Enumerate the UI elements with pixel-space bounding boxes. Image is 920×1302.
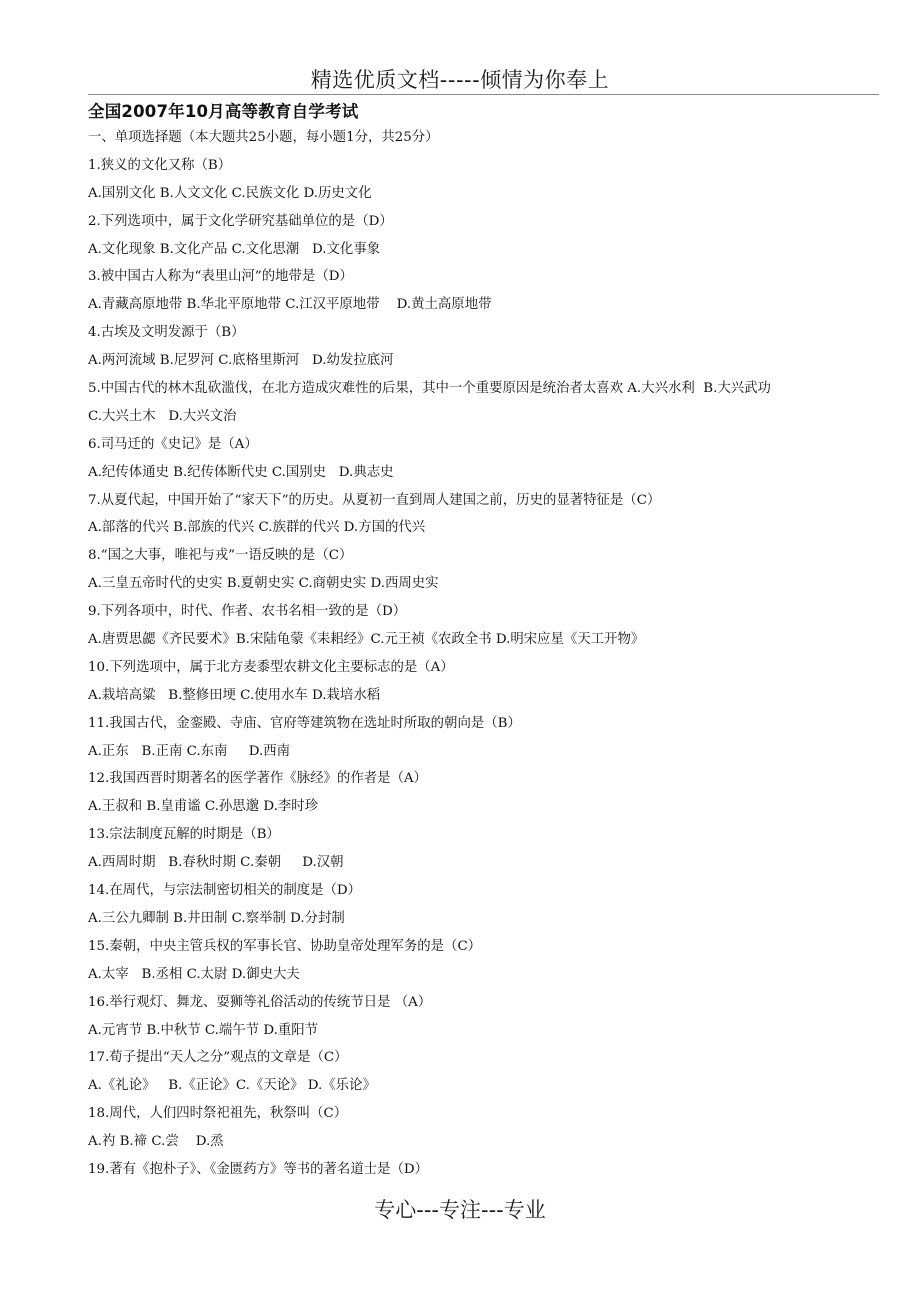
question-line: 15.秦朝，中央主管兵权的军事长官、协助皇帝处理军务的是（C）: [88, 938, 482, 954]
question-line: 2.下列选项中，属于文化学研究基础单位的是（D）: [88, 213, 393, 229]
question-line: 12.我国西晋时期著名的医学著作《脉经》的作者是（A）: [88, 771, 427, 787]
question-line: 7.从夏代起，中国开始了“家天下”的历史。从夏初一直到周人建国之前，历史的显著特征是（C）: [88, 492, 661, 508]
question-line: 5.中国古代的林木乱砍滥伐，在北方造成灾难性的后果，其中一个重要原因是统治者太喜欢 A.大兴水利 B.大兴武功: [88, 381, 771, 397]
question-line: 13.宗法制度瓦解的时期是（B）: [88, 827, 280, 843]
options-line: A.元宵节 B.中秋节 C.端午节 D.重阳节: [88, 1022, 319, 1038]
options-line: A.《礼论》 B.《正论》C.《天论》 D.《乐论》: [88, 1078, 376, 1094]
question-line: 一、单项选择题（本大题共25小题，每小题1分，共25分）: [88, 130, 439, 145]
options-line: A.栽培高粱 B.整修田埂 C.使用水车 D.栽培水稻: [88, 687, 381, 703]
options-line: A.太宰 B.丞相 C.太尉 D.御史大夫: [88, 966, 300, 982]
options-line: A.西周时期 B.春秋时期 C.秦朝 D.汉朝: [88, 855, 344, 871]
question-line: 10.下列选项中，属于北方麦黍型农耕文化主要标志的是（A）: [88, 659, 454, 675]
options-line: A.纪传体通史 B.纪传体断代史 C.国别史 D.典志史: [88, 464, 394, 480]
options-line: A.文化现象 B.文化产品 C.文化思潮 D.文化事象: [88, 241, 381, 257]
options-line: A.两河流域 B.尼罗河 C.底格里斯河 D.幼发拉底河: [88, 353, 394, 369]
question-line: 4.古埃及文明发源于（B）: [88, 325, 245, 341]
options-line: A.部落的代兴 B.部族的代兴 C.族群的代兴 D.方国的代兴: [88, 520, 426, 536]
question-line: 11.我国古代，金銮殿、寺庙、官府等建筑物在选址时所取的朝向是（B）: [88, 715, 521, 731]
options-line: A.王叔和 B.皇甫谧 C.孙思邈 D.李时珍: [88, 799, 319, 815]
question-line: 6.司马迁的《史记》是（A）: [88, 436, 258, 452]
question-line: 1.狭义的文化又称（B）: [88, 157, 232, 173]
question-line: 16.举行观灯、舞龙、耍狮等礼俗活动的传统节日是 （A）: [88, 994, 432, 1010]
options-line: A.正东 B.正南 C.东南 D.西南: [88, 743, 290, 759]
options-line: C.大兴土木 D.大兴文治: [88, 408, 237, 424]
question-line: 8.“国之大事，唯祀与戎”一语反映的是（C）: [88, 548, 353, 564]
question-line: 18.周代，人们四时祭祀祖先，秋祭叫（C）: [88, 1106, 348, 1122]
options-line: A.三皇五帝时代的史实 B.夏朝史实 C.商朝史实 D.西周史实: [88, 576, 439, 592]
options-line: A.国别文化 B.人文文化 C.民族文化 D.历史文化: [88, 185, 372, 201]
options-line: A.唐贾思勰《齐民要术》B.宋陆龟蒙《耒耜经》C.元王祯《农政全书 D.明宋应星《天工开物》: [88, 632, 645, 648]
question-line: 17.荀子提出“天人之分”观点的文章是（C）: [88, 1050, 348, 1066]
document-title: 全国2007年10月高等教育自学考试: [88, 102, 359, 121]
page-header: 精选优质文档-----倾情为你奉上: [310, 68, 610, 92]
options-line: A.礿 B.禘 C.尝 D.烝: [88, 1134, 224, 1150]
question-line: 9.下列各项中，时代、作者、农书名相一致的是（D）: [88, 604, 407, 620]
page-footer: 专心---专注---专业: [374, 1198, 546, 1222]
header-divider: [88, 94, 879, 95]
options-line: A.青藏高原地带 B.华北平原地带 C.江汉平原地带 D.黄土高原地带: [88, 297, 492, 313]
question-line: 3.被中国古人称为“表里山河”的地带是（D）: [88, 269, 353, 285]
options-line: A.三公九卿制 B.井田制 C.察举制 D.分封制: [88, 910, 345, 926]
question-line: 19.著有《抱朴子》、《金匮药方》等书的著名道士是（D）: [88, 1161, 429, 1177]
question-line: 14.在周代，与宗法制密切相关的制度是（D）: [88, 883, 362, 899]
document-body: [88, 124, 883, 1184]
